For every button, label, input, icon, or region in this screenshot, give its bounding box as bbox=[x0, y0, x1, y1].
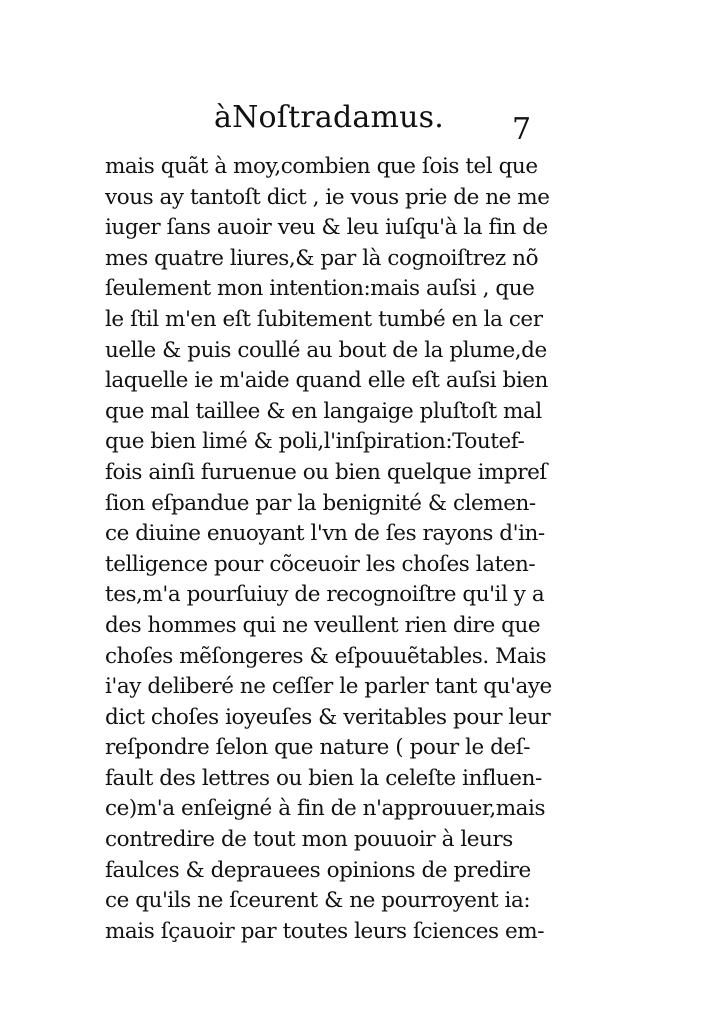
text-line: iuger ſans auoir veu & leu iuſqu'à la fin de bbox=[105, 215, 548, 241]
text-line: tes,m'a pourſuiuy de recognoiſtre qu'il y a bbox=[105, 582, 545, 608]
text-line: mais quãt à moy,combien que ſois tel que bbox=[105, 154, 538, 179]
text-line: ſeulement mon intention:mais auſsi , que bbox=[105, 276, 535, 302]
running-head: àNoſtradamus. bbox=[214, 100, 444, 135]
text-line: ſion eſpandue par la benignité & clemen- bbox=[105, 490, 536, 516]
text-line: des hommes qui ne veullent rien dire que bbox=[105, 612, 541, 638]
text-line: que mal taillee & en langaige pluſtoſt mal bbox=[105, 398, 542, 424]
text-line: fois ainſi furuenue ou bien quelque impreſ bbox=[105, 459, 547, 485]
text-line: le ſtil m'en eſt ſubitement tumbé en la cer bbox=[105, 306, 543, 332]
text-line: contredire de tout mon pouuoir à leurs bbox=[105, 827, 513, 853]
text-line: telligence pour cõceuoir les choſes laten- bbox=[105, 551, 536, 577]
text-line: dict choſes ioyeuſes & veritables pour leur bbox=[105, 704, 551, 730]
text-line: que bien limé & poli,l'inſpiration:Toutef- bbox=[105, 429, 525, 455]
text-line: ce)m'a enſeigné à fin de n'approuuer,mais bbox=[105, 796, 546, 822]
text-line: fault des lettres ou bien la celeſte influen- bbox=[105, 765, 542, 791]
text-line: reſpondre ſelon que nature ( pour le deſ- bbox=[105, 735, 531, 761]
body-text bbox=[105, 152, 552, 947]
text-line: vous ay tantoſt dict , ie vous prie de ne me bbox=[105, 184, 550, 210]
text-line: choſes mẽſongeres & eſpouuẽtables. Mais bbox=[105, 643, 547, 669]
text-line: laquelle ie m'aide quand elle eſt auſsi bien bbox=[105, 368, 548, 394]
text-line: ce diuine enuoyant l'vn de ſes rayons d'in- bbox=[105, 521, 545, 547]
text-line: mes quatre liures,& par là cognoiſtrez nõ bbox=[105, 245, 539, 271]
text-line: uelle & puis coullé au bout de la plume,de bbox=[105, 337, 547, 363]
text-line: mais ſçauoir par toutes leurs ſciences em- bbox=[105, 918, 545, 944]
text-line: i'ay deliberé ne ceſſer le parler tant qu'aye bbox=[105, 674, 552, 700]
text-line: ce qu'ils ne ſceurent & ne pourroyent ia: bbox=[105, 888, 531, 914]
text-line: faulces & deprauees opinions de predire bbox=[105, 857, 531, 883]
page-number: 7 bbox=[512, 112, 532, 147]
